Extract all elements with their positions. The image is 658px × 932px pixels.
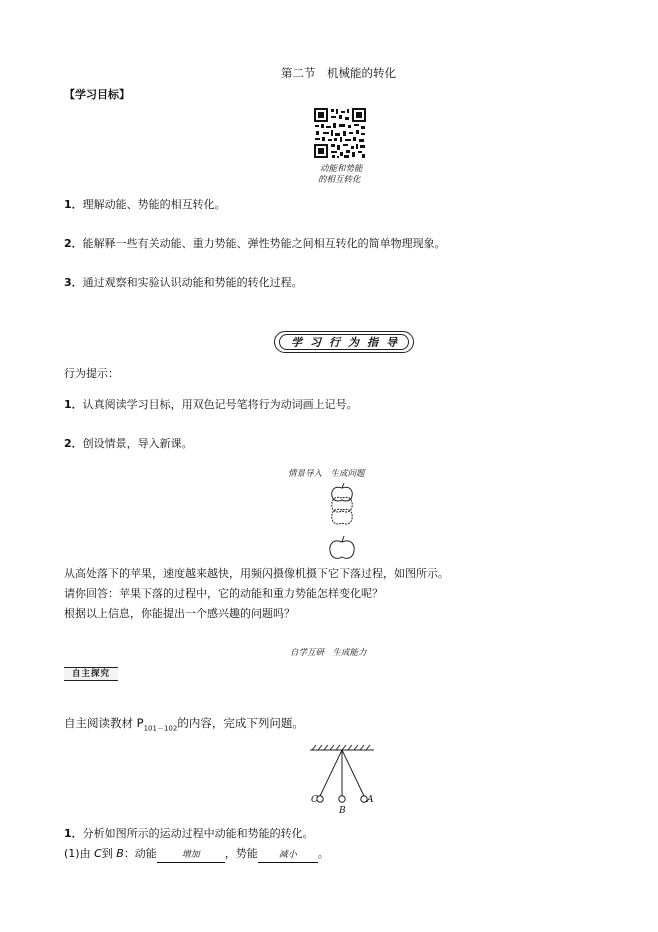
- reading-suffix: 的内容，完成下列问题。: [177, 716, 304, 730]
- hint-item-number: 1．: [64, 398, 83, 411]
- goal-item-3: [64, 276, 303, 290]
- sub-to: B: [116, 847, 124, 860]
- qr-caption-line2: 的相互转化: [318, 175, 361, 185]
- goal-item-text: 通过观察和实验认识动能和势能的转化过程。: [82, 276, 303, 289]
- pendulum-label-c: C: [311, 795, 318, 805]
- goals-heading: 【学习目标】: [64, 88, 130, 101]
- reading-instruction: [64, 716, 304, 735]
- hint-item-number: 2．: [64, 437, 83, 450]
- sub-end: 。: [317, 847, 329, 860]
- goal-item-1: [64, 198, 226, 212]
- answer-potential-blank[interactable]: 减小: [258, 848, 318, 863]
- situation-line-2: 请你回答：苹果下落的过程中，它的动能和重力势能怎样变化呢？: [64, 587, 383, 600]
- section-banner: [274, 331, 414, 353]
- goal-item-text: 理解动能、势能的相互转化。: [82, 198, 226, 211]
- question-1: [64, 827, 314, 841]
- sub-kinetic-label: ：动能: [123, 847, 157, 860]
- qr-caption-line1: 动能和势能: [320, 164, 363, 174]
- hint-item-2: [64, 437, 193, 451]
- page-title: 第二节 机械能的转化: [281, 66, 396, 80]
- qr-code-icon: [313, 107, 367, 159]
- question-text: 分析如图所示的运动过程中动能和势能的转化。: [82, 827, 314, 840]
- goal-item-number: 1．: [64, 198, 83, 211]
- situation-line-1: 从高处落下的苹果，速度越来越快，用频闪摄像机摄下它下落过程，如图所示。: [64, 567, 449, 580]
- pendulum-label-a: A: [367, 795, 374, 805]
- reading-prefix: 自主阅读教材 P: [64, 716, 144, 730]
- goal-item-2: [64, 237, 446, 251]
- sub-to-word: 到: [101, 847, 117, 860]
- reading-pages: 101－102: [143, 724, 178, 733]
- sub-potential-label: ，势能: [224, 847, 258, 860]
- goal-item-number: 3．: [64, 276, 83, 289]
- question-1-sub-1: [64, 847, 329, 863]
- hint-item-text: 创设情景，导入新课。: [82, 437, 193, 450]
- answer-kinetic-blank[interactable]: 增加: [157, 848, 225, 863]
- sub-from: C: [94, 847, 102, 860]
- hint-item-text: 认真阅读学习目标，用双色记号笔将行为动词画上记号。: [82, 398, 358, 411]
- situation-line-3: 根据以上信息，你能提出一个感兴趣的问题吗？: [64, 607, 295, 620]
- goal-item-text: 能解释一些有关动能、重力势能、弹性势能之间相互转化的简单物理现象。: [82, 237, 446, 250]
- self-explore-badge: 自主探究: [64, 667, 118, 681]
- section-banner-label: 学习行为指导: [279, 334, 409, 350]
- hint-label: 行为提示：: [64, 367, 119, 380]
- falling-apple-figure: [325, 480, 359, 564]
- situation-heading: 情景导入 生成问题: [288, 469, 365, 479]
- hint-item-1: [64, 398, 358, 412]
- goal-item-number: 2．: [64, 237, 83, 250]
- selfstudy-heading: 自学互研 生成能力: [290, 648, 367, 658]
- sub-prefix: (1)由: [64, 847, 95, 860]
- question-number: 1．: [64, 827, 83, 840]
- pendulum-label-b: B: [339, 806, 346, 816]
